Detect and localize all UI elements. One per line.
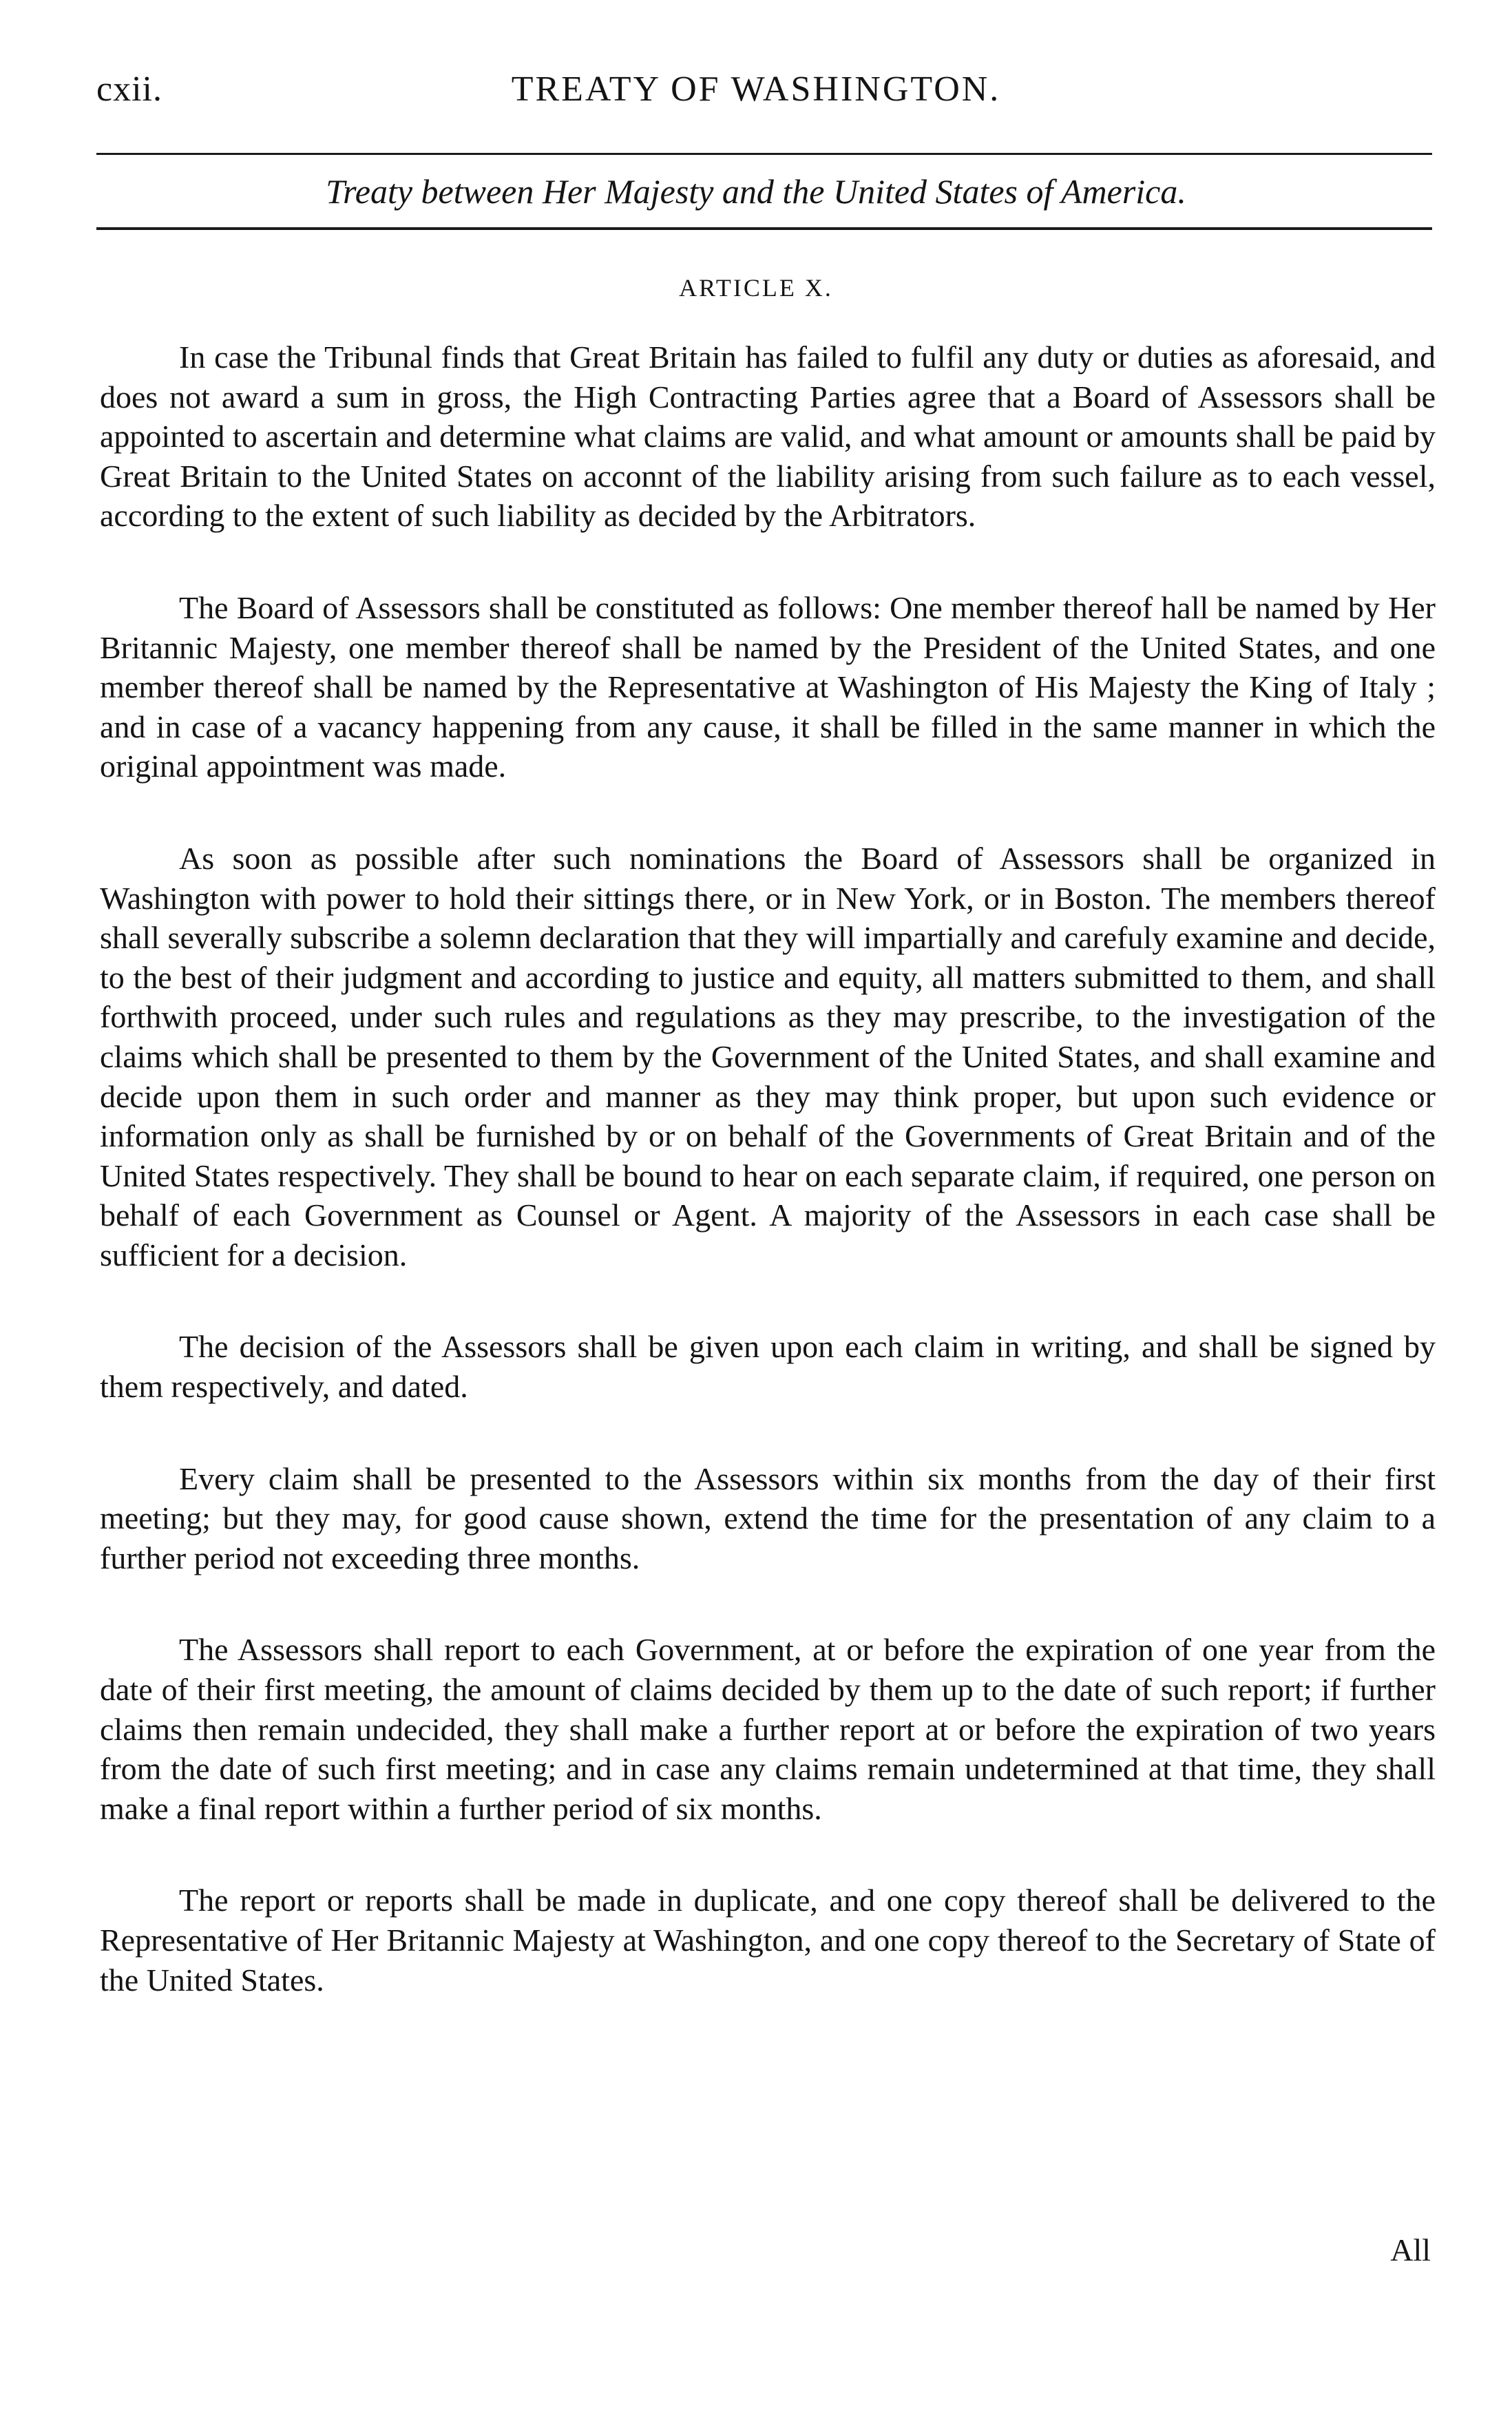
paragraph-tribunal-findings: In case the Tribunal finds that Great Britain has failed to fulfil any duty or duties as aforesaid, and does not award a sum in gross, the High Contracting Parties agree that a Board of Assessors shall be appointed to ascertain and determine what claims are valid, and what amount or amounts shall be paid by Great Britain to the United States on acconnt of the liability arising from such failure as to each vessel, according to the extent of such liability as decided by the Arbitrators. [100, 339, 1436, 534]
catchword: All [1390, 2232, 1431, 2267]
article-body [100, 337, 1436, 2000]
paragraph-board-procedure: As soon as possible after such nominations the Board of Assessors shall be organized in Washington with power to hold their sittings there, or in New York, or in Boston. The members thereof shall severally subscribe a solemn declaration that they will impartially and carefuly examine and decide, to the best of their judgment and according to justice and equity, all matters submitted to them, and shall forthwith proceed, under such rules and regulations as they may prescribe, to the investigation of the claims which shall be presented to them by the Government of the United States, and shall examine and decide upon them in such order and manner as they may think proper, but upon such evidence or information only as shall be furnished by or on behalf of the Governments of Great Britain and of the United States respectively. They shall be bound to hear on each separate claim, if required, one person on behalf of each Government as Counsel or Agent. A majority of the Assessors in each case shall be sufficient for a decision. [100, 840, 1436, 1272]
paragraph-report-duplicate: The report or reports shall be made in duplicate, and one copy thereof shall be delivered to the Representative of Her Britannic Majesty at Washington, and one copy thereof to the Secretary of State of the United States. [100, 1883, 1436, 1998]
top-rule [96, 153, 1432, 155]
caption-bottom-rule [96, 227, 1432, 230]
article-heading: ARTICLE X. [679, 274, 833, 302]
treaty-caption: Treaty between Her Majesty and the United States of America. [326, 172, 1186, 211]
paragraph-board-constitution: The Board of Assessors shall be constituted as follows: One member thereof hall be named by Her Britannic Majesty, one member thereof shall be named by the President of the United States, and one member thereof shall be named by the Representative at Washington of His Majesty the King of Italy ; and in case of a vacancy happening from any cause, it shall be filled in the same manner in which the original appointment was made. [100, 589, 1436, 784]
running-title: TREATY OF WASHINGTON. [511, 70, 1001, 109]
paragraph-claim-deadline: Every claim shall be presented to the Assessors within six months from the day of their first meeting; but they may, for good cause shown, extend the time for the presentation of any claim to a further period not exceeding three months. [100, 1460, 1436, 1575]
page-number: cxii. [96, 70, 162, 109]
paragraph-decision-in-writing: The decision of the Assessors shall be given upon each claim in writing, and shall be signed by them respectively, and dated. [100, 1329, 1436, 1405]
paragraph-reporting-schedule: The Assessors shall report to each Government, at or before the expiration of one year from the date of their first meeting, the amount of claims decided by them up to the date of such report; if further claims then remain undecided, they shall make a further report at or before the expiration of two years from the date of such first meeting; and in case any claims remain undetermined at that time, they shall make a final report within a further period of six months. [100, 1632, 1436, 1826]
